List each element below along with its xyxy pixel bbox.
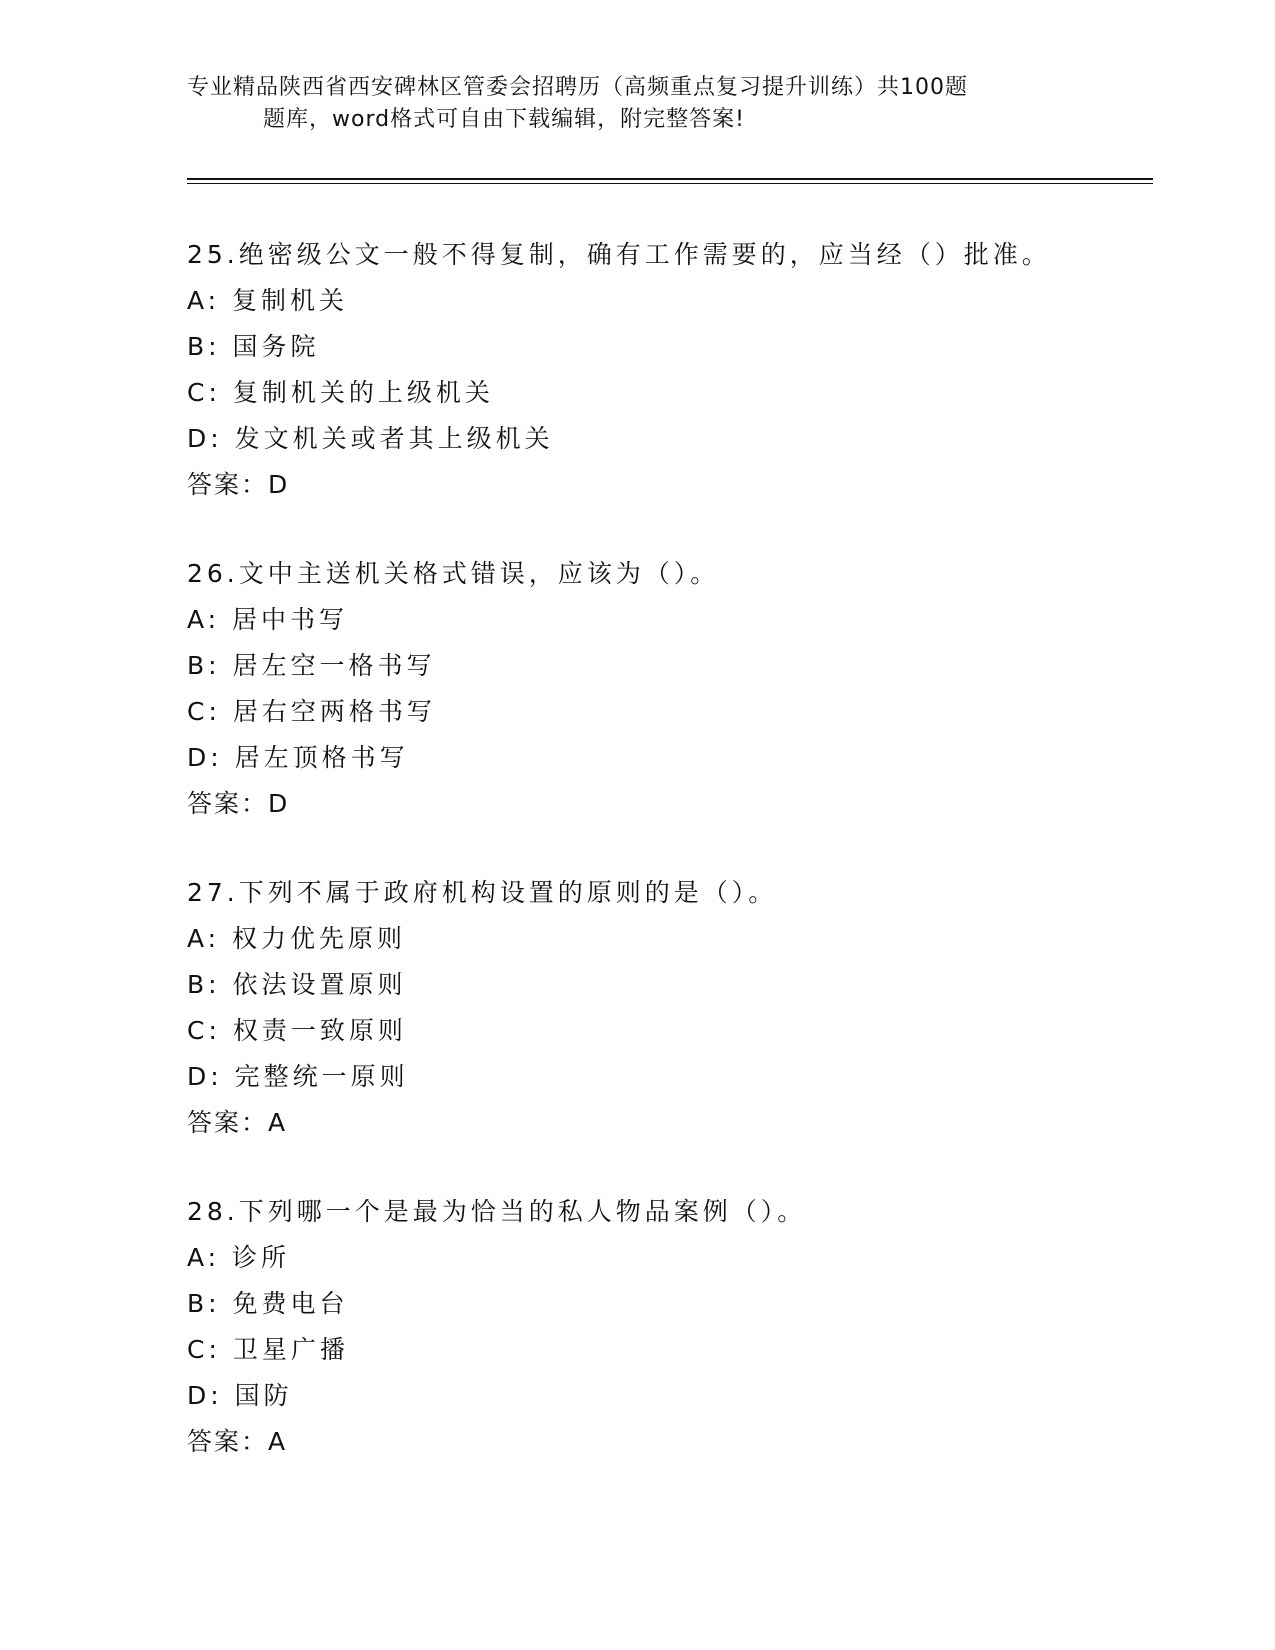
option-c: C: 复制机关的上级机关 xyxy=(187,378,494,407)
option-d: D: 发文机关或者其上级机关 xyxy=(187,424,554,453)
option-a: A: 诊所 xyxy=(187,1243,291,1272)
header-title-line2: 题库，word格式可自由下载编辑，附完整答案! xyxy=(263,107,745,132)
option-a: A: 居中书写 xyxy=(187,605,349,634)
question-stem: 25.绝密级公文一般不得复制，确有工作需要的，应当经（）批准。 xyxy=(187,240,1051,269)
answer-text: 答案：A xyxy=(187,1427,288,1456)
question-stem: 26.文中主送机关格式错误，应该为（）。 xyxy=(187,559,720,588)
answer-text: 答案：D xyxy=(187,789,290,818)
option-d: D: 居左顶格书写 xyxy=(187,743,409,772)
header-rule-thick xyxy=(187,178,1153,180)
option-d: D: 完整统一原则 xyxy=(187,1062,409,1091)
option-d: D: 国防 xyxy=(187,1381,293,1410)
document-header xyxy=(187,72,1047,136)
header-rule-thin xyxy=(187,183,1153,184)
answer-text: 答案：A xyxy=(187,1108,288,1137)
option-b: B: 国务院 xyxy=(187,332,320,361)
question-item xyxy=(187,870,1147,1189)
option-a: A: 权力优先原则 xyxy=(187,924,407,953)
option-b: B: 居左空一格书写 xyxy=(187,651,436,680)
question-stem: 28.下列哪一个是最为恰当的私人物品案例（）。 xyxy=(187,1197,807,1226)
option-b: B: 免费电台 xyxy=(187,1289,349,1318)
header-title-line1: 专业精品陕西省西安碑林区管委会招聘历（高频重点复习提升训练）共100题 xyxy=(187,75,968,100)
question-item xyxy=(187,232,1147,551)
answer-text: 答案：D xyxy=(187,470,290,499)
option-c: C: 卫星广播 xyxy=(187,1335,349,1364)
option-c: C: 权责一致原则 xyxy=(187,1016,407,1045)
option-c: C: 居右空两格书写 xyxy=(187,697,436,726)
question-item xyxy=(187,551,1147,870)
question-list xyxy=(187,232,1147,1508)
option-a: A: 复制机关 xyxy=(187,286,349,315)
question-stem: 27.下列不属于政府机构设置的原则的是（）。 xyxy=(187,878,778,907)
question-item xyxy=(187,1189,1147,1508)
option-b: B: 依法设置原则 xyxy=(187,970,407,999)
